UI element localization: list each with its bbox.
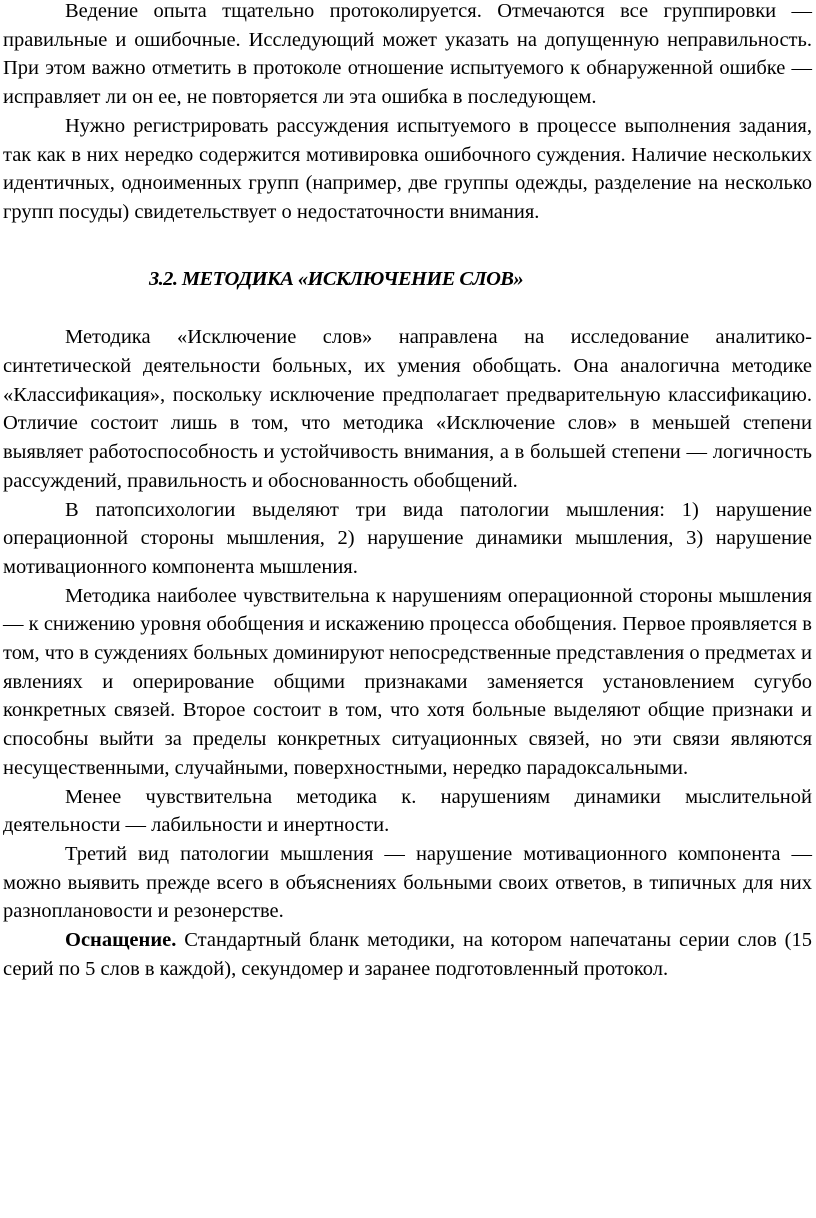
paragraph-reasoning: Нужно регистрировать рассуждения испытуемого в процессе выполнения задания, так как в них нередко содержится мотивировка ошибочного суждения. Наличие нескольких идентичных, одноименных групп (например, две группы одежды, разделение на несколько групп посуды) свидетельствует о недостаточности внимания. xyxy=(3,114,812,223)
equipment-text: Стандартный бланк методики, на котором напечатаны серии слов (15 серий по 5 слов в каждой), секундомер и заранее подготовленный протокол. xyxy=(3,929,812,980)
paragraph-motivation: Третий вид патологии мышления — нарушение мотивационного компонента — можно выявить прежде всего в объяснениях больными своих ответов, в типичных для них разноплановости и резонерстве. xyxy=(3,842,812,923)
paragraph-protocol: Ведение опыта тщательно протоколируется. Отмечаются все группировки — правильные и ошибочные. Исследующий может указать на допущенную неправильность. При этом важно отметить в протоколе отношение испытуемого к обнаруженной ошибке — исправляет ли он ее, не повторяется ли эта ошибка в последующем. xyxy=(3,0,812,109)
paragraph-dynamics: Менее чувствительна методика к. нарушениям динамики мыслительной деятельности — лабильности и инертности. xyxy=(3,785,812,837)
equipment-label: Оснащение. xyxy=(65,929,177,952)
section-heading: 3.2. МЕТОДИКА «ИСКЛЮЧЕНИЕ СЛОВ» xyxy=(149,267,524,290)
paragraph-equipment xyxy=(3,926,812,983)
paragraph-pathology-types: В патопсихологии выделяют три вида патологии мышления: 1) нарушение операционной стороны мышления, 2) нарушение динамики мышления, 3) нарушение мотивационного компонента мышления. xyxy=(3,498,812,578)
paragraph-method-description: Методика «Исключение слов» направлена на исследование аналитико-синтетической деятельности больных, их умения обобщать. Она аналогична методике «Классификация», поскольку исключение предполагает предварительную классификацию. Отличие состоит лишь в том, что методика «Исключение слов» в меньшей степени выявляет работоспособность и устойчивость внимания, а в большей степени — логичность рассуждений, правильность и обоснованность обобщений. xyxy=(3,326,812,492)
paragraph-operational-side: Методика наиболее чувствительна к нарушениям операционной стороны мышления — к снижению уровня обобщения и искажению процесса обобщения. Первое проявляется в том, что в суждениях больных доминируют непосредственные представления о предметах и явлениях и оперирование общими признаками заменяется установлением сугубо конкретных связей. Второе состоит в том, что хотя больные выделяют общие признаки и способны выйти за пределы конкретных ситуационных связей, но эти связи являются несущественными, случайными, поверхностными, нередко парадоксальными. xyxy=(3,584,812,779)
